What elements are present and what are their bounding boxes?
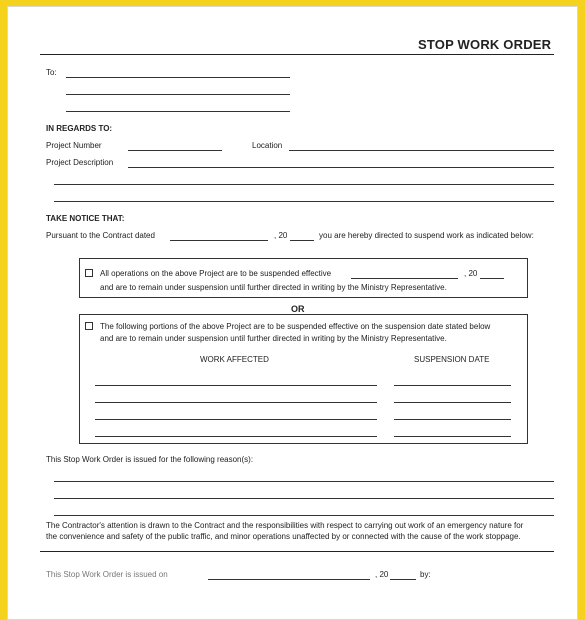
reason-line-3[interactable] [54,515,554,516]
title-rule [40,54,554,55]
attention-text-line2: the convenience and safety of the public traffic, and minor operations unaffected by or connected with the cause of the work stoppage. [46,532,521,541]
issued-year-field[interactable] [390,579,416,580]
document-page [7,6,578,620]
reason-line-2[interactable] [54,498,554,499]
location-label: Location [252,141,283,150]
contract-date-field[interactable] [170,240,268,241]
to-line-2[interactable] [66,94,290,95]
work-affected-header: WORK AFFECTED [200,355,269,364]
or-label: OR [291,304,305,314]
by-label: by: [420,570,431,579]
option1-text-line2: and are to remain under suspension until further directed in writing by the Ministry Representative. [100,283,447,292]
project-number-field[interactable] [128,150,222,151]
issued-year-prefix: , 20 [375,570,389,579]
reasons-text: This Stop Work Order is issued for the following reason(s): [46,455,254,464]
option2-checkbox[interactable] [85,322,93,330]
attention-text-line1: The Contractor's attention is drawn to the Contract and the responsibilities with respect to carrying out work of an emergency nature for [46,521,524,530]
issued-date-field[interactable] [208,579,370,580]
option1-checkbox[interactable] [85,269,93,277]
contract-year-prefix: , 20 [274,231,288,240]
option1-year-prefix: , 20 [464,269,478,278]
contract-year-field[interactable] [290,240,314,241]
suspension-date-line-3[interactable] [394,419,511,420]
suspension-date-line-4[interactable] [394,436,511,437]
in-regards-heading: IN REGARDS TO: [46,124,113,133]
to-label: To: [46,68,57,77]
to-line-3[interactable] [66,111,290,112]
work-affected-line-2[interactable] [95,402,377,403]
option1-text-line1: All operations on the above Project are to be suspended effective [100,269,332,278]
option2-text-line2: and are to remain under suspension until further directed in writing by the Ministry Representative. [100,334,447,343]
project-description-label: Project Description [46,158,114,167]
location-field[interactable] [289,150,554,151]
project-number-label: Project Number [46,141,102,150]
suspension-date-line-1[interactable] [394,385,511,386]
pursuant-text: Pursuant to the Contract dated [46,231,155,240]
project-description-field-3[interactable] [54,201,554,202]
suspension-date-line-2[interactable] [394,402,511,403]
project-description-field-1[interactable] [128,167,554,168]
option1-year-field[interactable] [480,278,504,279]
issued-text: This Stop Work Order is issued on [46,570,168,579]
work-affected-line-4[interactable] [95,436,377,437]
reason-line-1[interactable] [54,481,554,482]
take-notice-heading: TAKE NOTICE THAT: [46,214,125,223]
to-line-1[interactable] [66,77,290,78]
work-affected-line-1[interactable] [95,385,377,386]
attention-rule [40,551,554,552]
work-affected-line-3[interactable] [95,419,377,420]
directed-text: you are hereby directed to suspend work as indicated below: [319,231,534,240]
suspension-date-header: SUSPENSION DATE [414,355,490,364]
option2-text-line1: The following portions of the above Project are to be suspended effective on the suspension date stated below [100,322,491,331]
document-title: STOP WORK ORDER [418,37,552,52]
project-description-field-2[interactable] [54,184,554,185]
option1-date-field[interactable] [351,278,458,279]
